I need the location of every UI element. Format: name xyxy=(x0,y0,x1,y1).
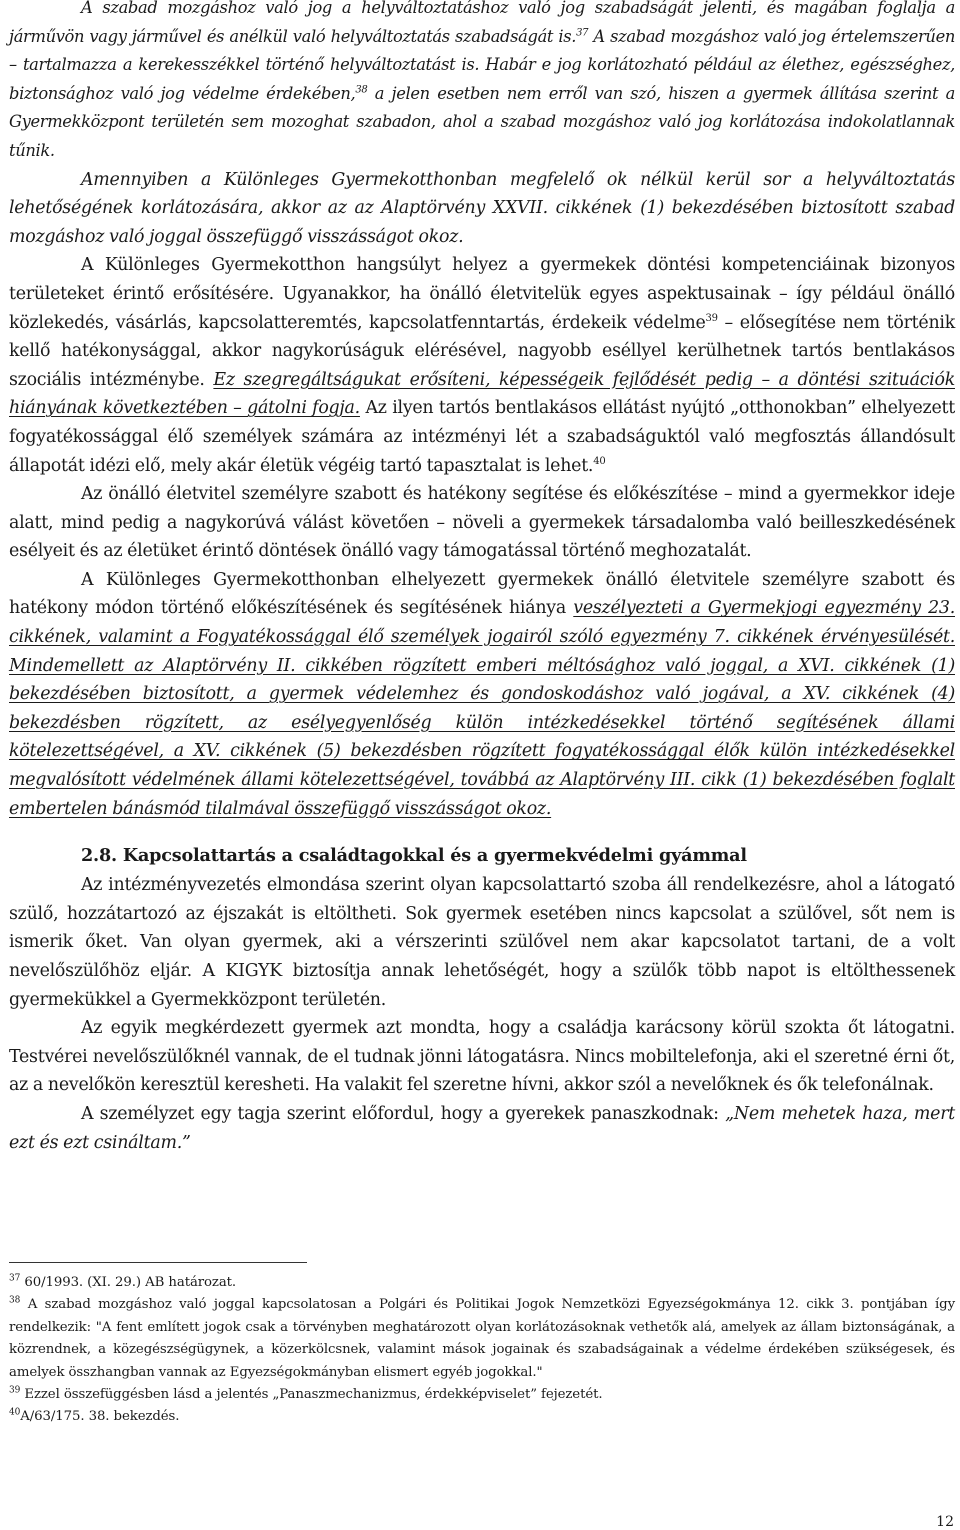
footnote-text: Ezzel összefüggésben lásd a jelentés „Panaszmechanizmus, érdekképviselet” fejezetét. xyxy=(20,1387,603,1403)
paragraph-text: A szabad mozgáshoz való jog értelemszerűen – tartalmazza a kerekesszékkel történő helyváltoztatást is. Habár e jog korlátozható például az élethez, egészséghez, biztonsághoz való jog védelme érdekében, xyxy=(9,26,955,103)
footnote-number: 38 xyxy=(9,1295,21,1306)
paragraph-contact-room: Az intézményvezetés elmondása szerint olyan kapcsolattartó szoba áll rendelkezésre, ahol a látogató szülő, hozzátartozó az éjszakát is eltöltheti. Sok gyermek esetében nincs kapcsolat a szülővel, sőt nem is ismerik őket. Van olyan gyermek, aki a vérszerinti szülővel nem akar kapcsolatot tartani, de a volt nevelőszülőhöz eljár. A KIGYK biztosítja annak lehetőségét, hogy a szülők több napot is eltölthessenek gyermekükkel a Gyermekközpont területén. xyxy=(9,875,955,1010)
footnote-text: 60/1993. (XI. 29.) AB határozat. xyxy=(20,1275,237,1290)
emphasized-finding: Ez szegregáltságukat erősíteni, képességeik fejlődését pedig – a döntési szituációk hiányának következtében – gátolni fogja. xyxy=(9,369,955,419)
paragraph-text: A Különleges Gyermekotthonban elhelyezett gyermekek önálló életvitele személyre szabott és hatékony módon történő előkészítésének és segítésének hiánya xyxy=(9,569,955,619)
footnotes xyxy=(9,1272,955,1429)
emphasized-finding: veszélyezteti a Gyermekjogi egyezmény 23. cikkének, valamint a Fogyatékossággal élő személyek jogairól szóló egyezmény 7. cikkének érvényesülését. Mindemellett az Alaptörvény II. cikkében rögzített emberi méltósághoz való joggal, a XVI. cikkének (1) bekezdésében biztosított, a gyermek védelemhez és gondoskodáshoz való jogával, a XV. cikkének (4) bekezdésben rögzített, az esélyegyenlőség külön intézkedésekkel történő segítésének állami kötelezettségével, a XV. cikkének (5) bekezdésben rögzített fogyatékossággal élők külön intézkedésekkel megvalósított védelmének állami kötelezettségével, továbbá az Alaptörvény III. cikk (1) bekezdésében foglalt embertelen bánásmód tilalmával összefüggő visszásságot okoz. xyxy=(9,598,955,819)
paragraph-text: A Különleges Gyermekotthon hangsúlyt helyez a gyermekek döntési kompetenciáinak bizonyos területeket érintő erősítésére. Ugyanakkor, ha önálló életvitelük egyes aspektusainak – így például önálló közlekedés, vásárlás, kapcsolatteremtés, kapcsolatfenntartás, érdekeik védelme xyxy=(9,255,955,333)
section-heading: 2.8. Kapcsolattartás a családtagokkal és a gyermekvédelmi gyámmal xyxy=(81,845,747,867)
paragraph-text: – elősegítése nem történik kellő hatékonysággal, akkor nagykorúságuk elérésével, nagyobb eséllyel kerülhetnek tartós bentlakásos szociális intézménybe. xyxy=(9,312,955,390)
footnote-text: A szabad mozgáshoz való joggal kapcsolatosan a Polgári és Politikai Jogok Nemzetközi Egyezségokmánya 12. cikk 3. pontjában így rendelkezik: "A fent említett jogok csak a törvényben meghatározott olyan korlátozásoknak vethetők alá, amelyek az állam biztonságának, a közrendnek, a közegészségügynek, a közerkölcsnek, valamint mások jogainak és szabadságainak a védelme érdekében szükségesek, és amelyek összhangban vannak az Egyezségokmányban elismert egyéb jogokkal." xyxy=(9,1297,955,1380)
paragraph-restriction: Amennyiben a Különleges Gyermekotthonban megfelelő ok nélkül kerül sor a helyváltoztatás lehetőségének korlátozására, akkor az az Alaptörvény XXVII. cikkének (1) bekezdésében biztosított szabad mozgáshoz való joggal összefüggő visszásságot okoz. xyxy=(9,169,955,247)
quoted-statement: „Nem mehetek haza, mert ezt és ezt csináltam.” xyxy=(9,1103,956,1153)
paragraph-free-movement xyxy=(9,0,955,166)
footnote-40 xyxy=(9,1406,955,1428)
document-page xyxy=(9,0,955,1157)
paragraph-text: a jelen esetben nem erről van szó, hiszen a gyermek állítása szerint a Gyermekközpont területén sem mozoghat szabadon, ahol a szabad mozgáshoz való jog korlátozása indokolatlannak tűnik. xyxy=(9,83,955,160)
footnote-separator xyxy=(9,1262,307,1263)
footnote-ref-37[interactable]: 37 xyxy=(576,27,589,39)
footnote-38 xyxy=(9,1294,955,1384)
paragraph-violation xyxy=(9,566,955,823)
footnote-39 xyxy=(9,1384,955,1406)
paragraph-text: A személyzet egy tagja szerint előfordul, hogy a gyerekek panaszkodnak: xyxy=(81,1103,726,1124)
footnote-ref-39[interactable]: 39 xyxy=(705,312,718,324)
footnote-ref-40[interactable]: 40 xyxy=(593,455,606,467)
paragraph-staff-statement xyxy=(9,1100,955,1157)
footnote-number: 39 xyxy=(9,1385,21,1396)
footnote-number: 40 xyxy=(9,1408,21,1419)
footnote-ref-38[interactable]: 38 xyxy=(355,84,368,96)
footnote-number: 37 xyxy=(9,1273,21,1284)
footnote-37 xyxy=(9,1272,955,1294)
footnote-text: A/63/175. 38. bekezdés. xyxy=(20,1409,180,1425)
page-number: 12 xyxy=(936,1514,954,1530)
paragraph-competencies xyxy=(9,251,955,480)
paragraph-text: Az ilyen tartós bentlakásos ellátást nyújtó „otthonokban” elhelyezett fogyatékossággal élő személyek számára az intézményi lét a szabadságuktól való megfosztás állandósult állapotát idézi elő, mely akár életük végéig tartó tapasztalat is lehet. xyxy=(9,398,955,476)
paragraph-independent-living: Az önálló életvitel személyre szabott és hatékony segítése és előkészítése – mind a gyermekkor ideje alatt, mind pedig a nagykorúvá válást követően – növeli a gyermekek társadalomba való beilleszkedésének esélyeit és az életüket érintő döntések önálló vagy támogatással történő meghozatalát. xyxy=(9,484,955,562)
paragraph-child-interview: Az egyik megkérdezett gyermek azt mondta, hogy a családja karácsony körül szokta őt látogatni. Testvérei nevelőszülőknél vannak, de el tudnak jönni látogatásra. Nincs mobiltelefonja, aki el szeretné érni őt, az a nevelőkön keresztül keresheti. Ha valakit fel szeretne hívni, akkor szól a nevelőknek és ők telefonálnak. xyxy=(9,1018,955,1096)
paragraph-text: A szabad mozgáshoz való jog a helyváltoztatáshoz való jog szabadságát jelenti, és magában foglalja a járművön vagy járművel és anélkül való helyváltoztatás szabadságát is. xyxy=(9,0,955,46)
